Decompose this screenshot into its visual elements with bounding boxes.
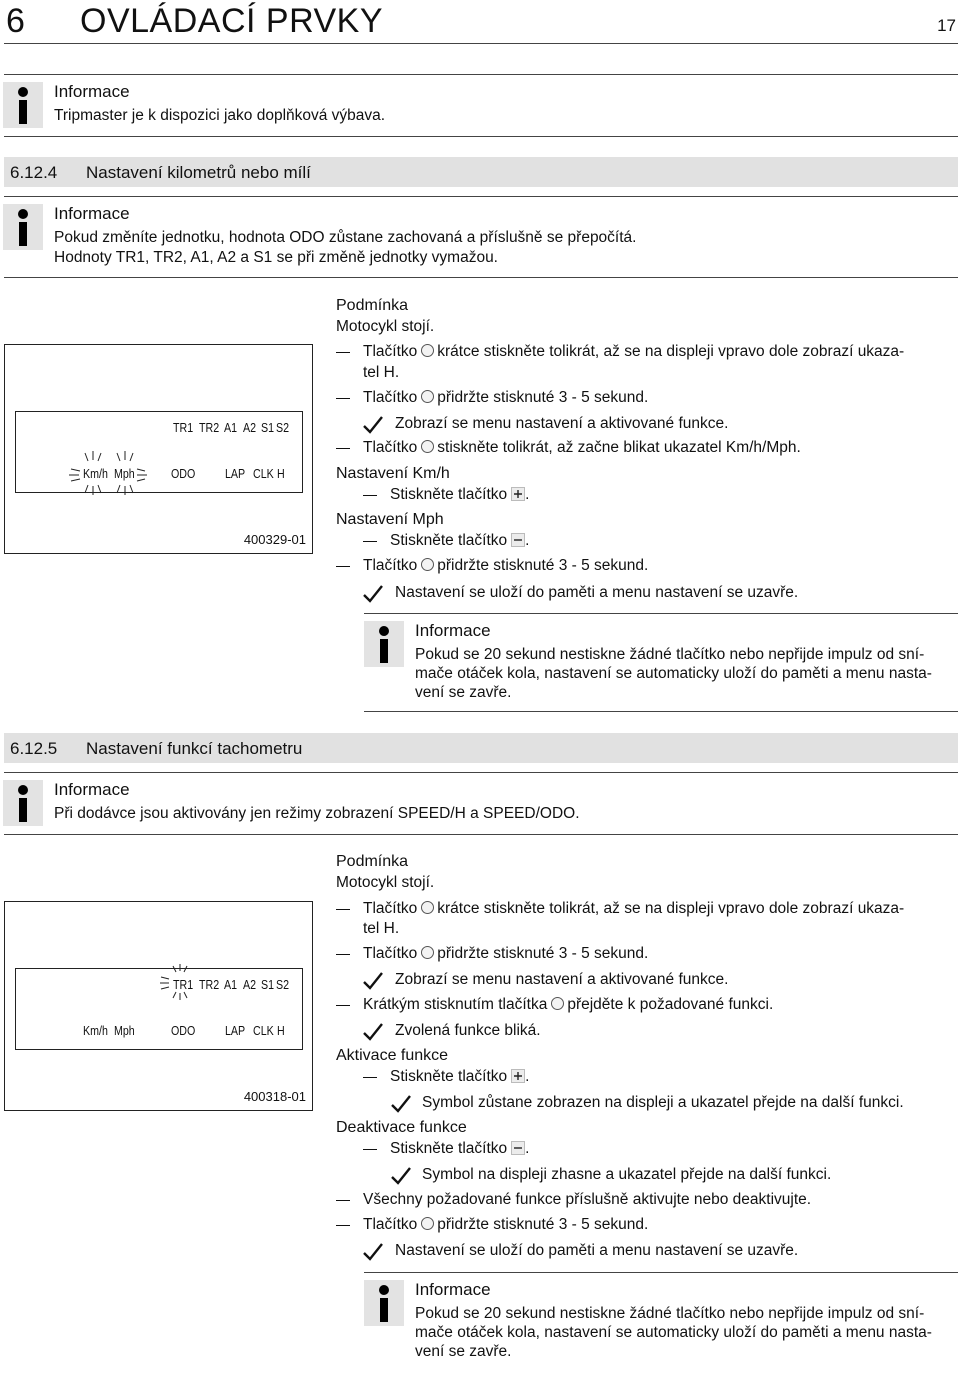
section-heading [4,157,958,187]
lcd-label: S1 [261,420,275,435]
section-title: Nastavení kilometrů nebo mílí [86,163,311,182]
lcd-label: Km/h [83,1023,108,1038]
info-rule [4,834,958,835]
lcd-label: ODO [171,466,196,481]
info-rule [364,1272,958,1273]
step-text: Tlačítko přidržte stisknuté 3 - 5 sekund. [363,945,649,962]
minus-button-icon [511,1141,525,1155]
figure-id: 400329-01 [243,532,306,547]
lcd-label-blinking: Km/h [83,466,108,481]
section-number: 6.12.5 [10,739,58,758]
dash-icon [363,1077,377,1078]
info-rule [4,136,958,137]
result-text: Symbol na displeji zhasne a ukazatel přejde na další funkci. [422,1166,832,1183]
lcd-label-blinking: TR1 [173,977,194,992]
step-text: Stiskněte tlačítko . [390,532,530,549]
result-text: Zvolená funkce bliká. [395,1022,541,1039]
lcd-label: S1 [261,977,275,992]
lcd-label: A2 [243,420,257,435]
info-title: Informace [54,82,130,101]
info-icon [364,1280,404,1326]
display-figure [4,344,313,554]
info-rule [364,711,958,712]
blink-rays-icon [159,964,203,1000]
info-title: Informace [54,204,130,223]
info-text: Tripmaster je k dispozici jako doplňková výbava. [54,107,386,124]
dash-icon [363,1149,377,1150]
info-icon [3,204,43,250]
lcd-label: A2 [243,977,257,992]
check-icon [362,1021,384,1041]
lcd-label: TR1 [173,420,194,435]
lcd-label: TR2 [199,977,220,992]
info-icon [3,82,43,128]
step-text: Tlačítko přidržte stisknuté 3 - 5 sekund. [363,1216,649,1233]
info-text: Pokud změníte jednotku, hodnota ODO zůstane zachovaná a příslušně se přepočítá. [54,229,637,246]
step-text: Stiskněte tlačítko . [390,486,530,503]
lcd-label: ODO [171,1023,196,1038]
info-text: mače otáček kola, nastavení se automaticky uloží do paměti a menu nasta- [415,665,932,682]
info-rule [4,74,958,75]
dash-icon [336,1200,350,1201]
dash-icon [336,566,350,567]
button-circle-icon [421,390,434,403]
step-text: Tlačítko krátce stiskněte tolikrát, až se na displeji vpravo dole zobrazí ukaza- [363,900,905,917]
condition-text: Motocykl stojí. [336,874,435,891]
section-title: Nastavení funkcí tachometru [86,739,303,758]
lcd-label: TR2 [199,420,220,435]
check-icon [362,414,384,434]
step-text: tel H. [363,920,400,937]
info-title: Informace [415,621,491,640]
display-figure [4,901,313,1111]
lcd-label: A1 [224,420,238,435]
check-icon [362,1241,384,1261]
blink-rays-icon [65,449,155,497]
info-rule [4,772,958,773]
dash-icon [336,909,350,910]
chapter-number: 6 [6,2,25,40]
step-text: Tlačítko krátce stiskněte tolikrát, až se na displeji vpravo dole zobrazí ukaza- [363,343,905,360]
result-text: Symbol zůstane zobrazen na displeji a ukazatel přejde na další funkci. [422,1094,904,1111]
dash-icon [336,1225,350,1226]
condition-title: Podmínka [336,853,409,870]
info-text: mače otáček kola, nastavení se automaticky uloží do paměti a menu nasta- [415,1324,932,1341]
dash-icon [336,954,350,955]
condition-title: Podmínka [336,297,409,314]
info-text: vení se zavře. [415,1343,512,1360]
step-text: Tlačítko přidržte stisknuté 3 - 5 sekund. [363,557,649,574]
plus-button-icon [511,1069,525,1083]
chapter-title: OVLÁDACÍ PRVKY [80,2,384,40]
subsection-title: Nastavení Mph [336,511,444,528]
lcd-label: S2 [276,977,290,992]
subsection-title: Deaktivace funkce [336,1119,467,1136]
info-text: vení se zavře. [415,684,512,701]
subsection-title: Nastavení Km/h [336,465,450,482]
info-title: Informace [415,1280,491,1299]
header-rule [4,43,958,44]
result-text: Nastavení se uloží do paměti a menu nastavení se uzavře. [395,584,799,601]
check-icon [362,583,384,603]
dash-icon [363,495,377,496]
check-icon [362,970,384,990]
info-rule [4,196,958,197]
lcd-label: Mph [114,1023,135,1038]
button-circle-icon [421,344,434,357]
info-text: Pokud se 20 sekund nestiskne žádné tlačítko nebo nepřijde impulz od sní- [415,646,925,663]
button-circle-icon [421,946,434,959]
subsection-title: Aktivace funkce [336,1047,449,1064]
button-circle-icon [421,1217,434,1230]
lcd-label: H [277,1023,285,1038]
check-icon [390,1165,412,1185]
info-icon [3,780,43,826]
info-text: Hodnoty TR1, TR2, A1, A2 a S1 se při změně jednotky vymažou. [54,249,498,266]
dash-icon [336,1005,350,1006]
result-text: Nastavení se uloží do paměti a menu nastavení se uzavře. [395,1242,799,1259]
step-text: tel H. [363,364,400,381]
info-rule [4,277,958,278]
minus-button-icon [511,533,525,547]
figure-id: 400318-01 [243,1089,306,1104]
dash-icon [336,398,350,399]
result-text: Zobrazí se menu nastavení a aktivované funkce. [395,971,729,988]
info-text: Pokud se 20 sekund nestiskne žádné tlačítko nebo nepřijde impulz od sní- [415,1305,925,1322]
lcd-label-blinking: Mph [114,466,135,481]
section-heading [4,733,958,763]
step-text: Tlačítko stiskněte tolikrát, až začne blikat ukazatel Km/h/Mph. [363,439,801,456]
lcd-label: A1 [224,977,238,992]
button-circle-icon [421,558,434,571]
info-title: Informace [54,780,130,799]
section-number: 6.12.4 [10,163,58,182]
step-text: Všechny požadované funkce příslušně aktivujte nebo deaktivujte. [363,1191,812,1208]
button-circle-icon [551,997,564,1010]
lcd-label: LAP [225,466,246,481]
dash-icon [336,352,350,353]
result-text: Zobrazí se menu nastavení a aktivované funkce. [395,415,729,432]
step-text: Krátkým stisknutím tlačítka přejděte k požadované funkci. [363,996,774,1013]
plus-button-icon [511,487,525,501]
lcd-label: CLK [253,1023,274,1038]
button-circle-icon [421,440,434,453]
dash-icon [363,541,377,542]
step-text: Tlačítko přidržte stisknuté 3 - 5 sekund. [363,389,649,406]
page-number: 17 [937,16,956,35]
step-text: Stiskněte tlačítko . [390,1140,530,1157]
lcd-label: H [277,466,285,481]
info-text: Při dodávce jsou aktivovány jen režimy zobrazení SPEED/H a SPEED/ODO. [54,805,580,822]
dash-icon [336,448,350,449]
lcd-label: LAP [225,1023,246,1038]
check-icon [390,1093,412,1113]
step-text: Stiskněte tlačítko . [390,1068,530,1085]
info-icon [364,621,404,667]
info-rule [364,613,958,614]
lcd-label: S2 [276,420,290,435]
button-circle-icon [421,901,434,914]
condition-text: Motocykl stojí. [336,318,435,335]
lcd-label: CLK [253,466,274,481]
